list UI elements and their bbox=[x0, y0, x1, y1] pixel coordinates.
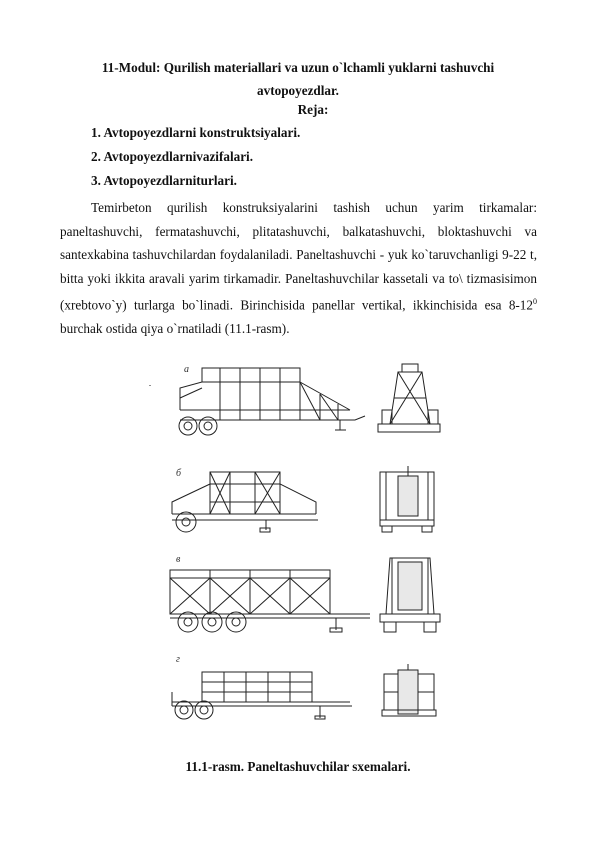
scheme-label-a: a bbox=[184, 364, 189, 375]
body-paragraph bbox=[60, 196, 537, 340]
scheme-d bbox=[172, 654, 436, 719]
degree-superscript: 0 bbox=[533, 297, 537, 306]
paragraph-text-b: burchak ostida qiya o`rnatiladi (11.1-rasm). bbox=[60, 320, 290, 336]
plan-item-1: 1. Avtopoyezdlarni konstruktsiyalari. bbox=[91, 125, 301, 140]
plan-item-3: 3. Avtopoyezdlarniturlari. bbox=[91, 173, 237, 188]
scheme-a bbox=[150, 364, 440, 435]
scheme-label-b: б bbox=[176, 468, 182, 479]
plan-item-2: 2. Avtopoyezdlarnivazifalari. bbox=[91, 149, 254, 164]
paragraph-text-a: Temirbeton qurilish konstruksiyalarini tashish uchun yarim tirkamalar: paneltashuvchi, fermatashuvchi, plitatashuvchi, balkatashuvchi, bloktashuvchi va santexkabina tashuvchilardan foydalaniladi. Paneltashuvchi - yuk ko`taruvchanligi 9-22 t, bitta yoki ikkita aravali yarim tirkamadir. Paneltashuvchilar kassetali va to\ tizmasisimon (xrebtovo`y) turlarga bo`linadi. Birinchisida panellar vertikal, ikkinchisida esa 8-12 bbox=[60, 200, 537, 313]
scheme-b bbox=[172, 466, 434, 532]
scheme-label-d: г bbox=[176, 654, 180, 665]
figure-caption: 11.1-rasm. Paneltashuvchilar sxemalari. bbox=[185, 759, 411, 774]
scheme-c bbox=[170, 554, 440, 632]
module-title-line-2: avtopoyezdlar. bbox=[257, 83, 339, 98]
plan-heading: Reja: bbox=[297, 102, 329, 117]
module-title-line-1: 11-Modul: Qurilish materiallari va uzun o`lchamli yuklarni tashuvchi bbox=[101, 60, 495, 75]
scheme-label-c: в bbox=[176, 554, 181, 565]
panel-carrier-schemes-figure bbox=[140, 358, 450, 728]
